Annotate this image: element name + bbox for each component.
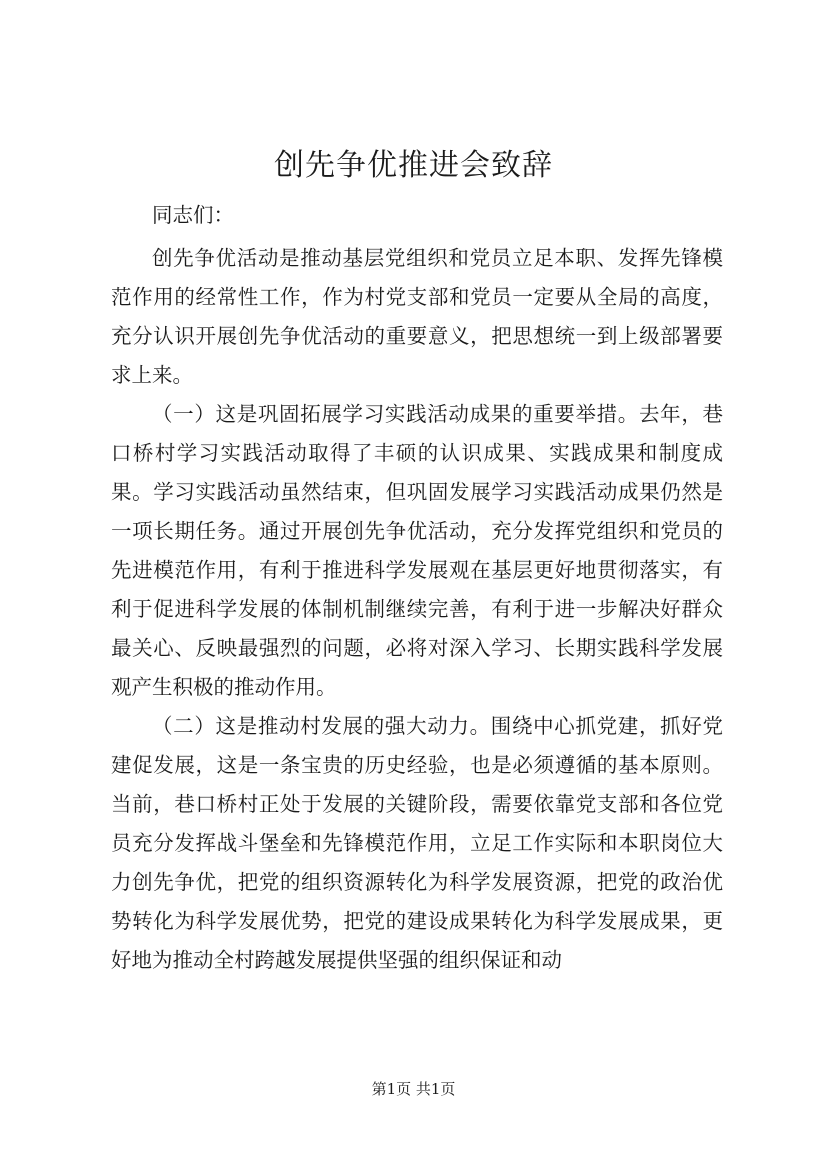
- document-title: 创先争优推进会致辞: [274, 148, 553, 183]
- paragraph-1: 创先争优活动是推动基层党组织和党员立足本职、发挥先锋模范作用的经常性工作，作为村党支部和党员一定要从全局的高度，充分认识开展创先争优活动的重要意义，把思想统一到上级部署要求上来。: [111, 246, 723, 387]
- page-footer: 第1页 共1页: [371, 1080, 456, 1098]
- paragraph-3: （二）这是推动村发展的强大动力。围绕中心抓党建，抓好党建促发展，这是一条宝贵的历史经验，也是必须遵循的基本原则。当前，巷口桥村正处于发展的关键阶段，需要依靠党支部和各位党员充分发挥战斗堡垒和先锋模范作用，立足工作实际和本职岗位大力创先争优，把党的组织资源转化为科学发展资源，把党的政治优势转化为科学发展优势，把党的建设成果转化为科学发展成果，更好地为推动全村跨越发展提供坚强的组织保证和动: [111, 714, 723, 972]
- document-body: [111, 196, 723, 980]
- paragraph-2: （一）这是巩固拓展学习实践活动成果的重要举措。去年，巷口桥村学习实践活动取得了丰硕的认识成果、实践成果和制度成果。学习实践活动虽然结束，但巩固发展学习实践活动成果仍然是一项长期任务。通过开展创先争优活动，充分发挥党组织和党员的先进模范作用，有利于推进科学发展观在基层更好地贯彻落实，有利于促进科学发展的体制机制继续完善，有利于进一步解决好群众最关心、反映最强烈的问题，必将对深入学习、长期实践科学发展观产生积极的推动作用。: [111, 402, 723, 699]
- greeting-line: 同志们：: [152, 203, 234, 227]
